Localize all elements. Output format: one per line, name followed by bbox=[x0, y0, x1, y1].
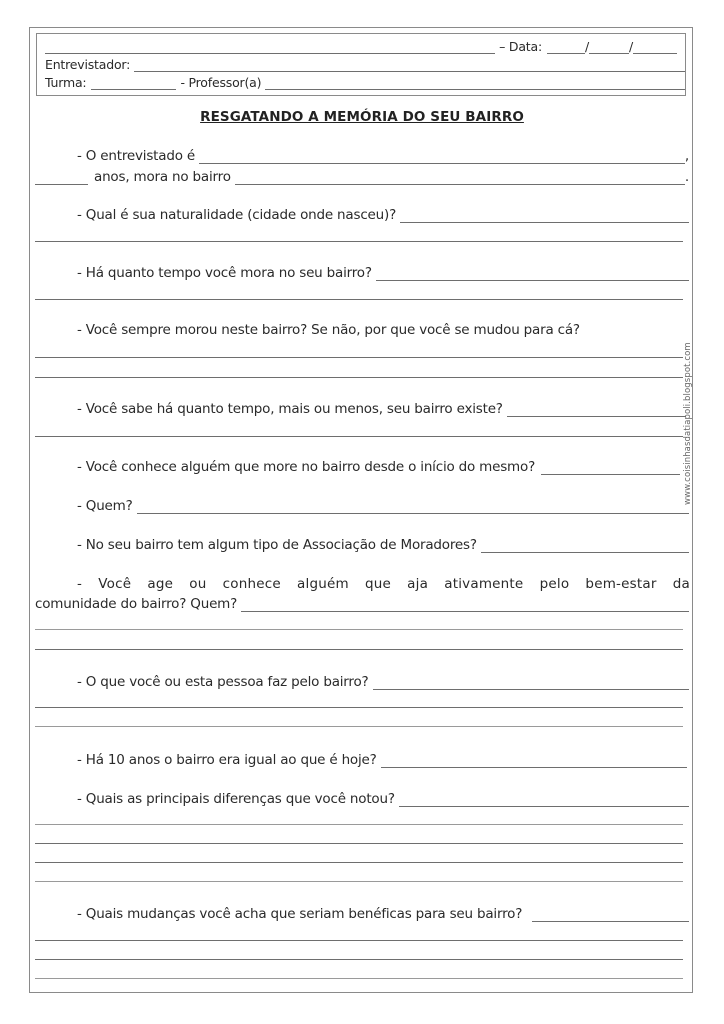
answer-field[interactable] bbox=[373, 677, 689, 690]
answer-line[interactable] bbox=[35, 824, 683, 825]
date-day-field[interactable] bbox=[547, 41, 585, 54]
answer-line[interactable] bbox=[35, 241, 683, 242]
question-text: - Quais as principais diferenças que você notou? bbox=[77, 791, 395, 807]
question-text: - Quem? bbox=[77, 498, 133, 514]
question-birthplace bbox=[77, 207, 689, 223]
date-separator: / bbox=[584, 39, 589, 54]
answer-line[interactable] bbox=[35, 707, 683, 708]
question-text: - Quais mudanças você acha que seriam benéficas para seu bairro? bbox=[77, 906, 523, 922]
student-name-field[interactable] bbox=[45, 41, 495, 54]
question-text: - O entrevistado é bbox=[77, 148, 195, 164]
question-residents-association bbox=[77, 537, 689, 553]
teacher-label: - Professor(a) bbox=[180, 75, 262, 90]
answer-field[interactable] bbox=[241, 599, 689, 612]
class-teacher-row bbox=[45, 76, 685, 90]
answer-line[interactable] bbox=[35, 881, 683, 882]
interviewer-field[interactable] bbox=[134, 59, 685, 72]
question-knows-old-resident bbox=[77, 459, 680, 475]
answer-field[interactable] bbox=[137, 501, 689, 514]
question-interviewee bbox=[77, 148, 689, 164]
answer-field[interactable] bbox=[507, 404, 686, 417]
answer-line[interactable] bbox=[35, 978, 683, 979]
question-community-wellbeing bbox=[35, 576, 690, 592]
answer-field[interactable] bbox=[400, 210, 689, 223]
answer-field[interactable] bbox=[381, 755, 687, 768]
class-label: Turma: bbox=[45, 75, 87, 90]
name-date-row bbox=[45, 40, 677, 54]
answer-line[interactable] bbox=[35, 649, 683, 650]
question-text: - Você sabe há quanto tempo, mais ou menos, seu bairro existe? bbox=[77, 401, 503, 417]
answer-line[interactable] bbox=[35, 377, 683, 378]
question-age-neighborhood bbox=[35, 169, 689, 185]
question-text: - Você sempre morou neste bairro? Se não, por que você se mudou para cá? bbox=[77, 322, 580, 338]
question-text: - Há 10 anos o bairro era igual ao que é hoje? bbox=[77, 752, 377, 768]
question-beneficial-changes bbox=[77, 906, 689, 922]
question-time-living bbox=[77, 265, 689, 281]
question-community-who bbox=[35, 596, 689, 612]
age-field[interactable] bbox=[35, 172, 88, 185]
answer-line[interactable] bbox=[35, 959, 683, 960]
question-text: - O que você ou esta pessoa faz pelo bairro? bbox=[77, 674, 369, 690]
question-ten-years-ago bbox=[77, 752, 687, 768]
question-always-lived bbox=[77, 322, 691, 338]
answer-line[interactable] bbox=[35, 299, 683, 300]
answer-field[interactable] bbox=[541, 462, 680, 475]
question-text: - Há quanto tempo você mora no seu bairro? bbox=[77, 265, 372, 281]
question-text: - Você age ou conhece alguém que aja ativamente pelo bem-estar da bbox=[77, 576, 690, 592]
teacher-field[interactable] bbox=[265, 77, 685, 90]
answer-line[interactable] bbox=[35, 843, 683, 844]
question-neighborhood-age bbox=[77, 401, 686, 417]
interviewee-name-field[interactable] bbox=[199, 151, 685, 164]
answer-field[interactable] bbox=[376, 268, 689, 281]
punctuation: , bbox=[684, 148, 689, 164]
answer-line[interactable] bbox=[35, 436, 683, 437]
question-text: - Você conhece alguém que more no bairro desde o início do mesmo? bbox=[77, 459, 536, 475]
punctuation: . bbox=[684, 169, 689, 185]
interviewer-row bbox=[45, 58, 685, 72]
neighborhood-field[interactable] bbox=[235, 172, 685, 185]
question-who bbox=[77, 498, 689, 514]
answer-field[interactable] bbox=[481, 540, 689, 553]
answer-line[interactable] bbox=[35, 940, 683, 941]
question-text: - Qual é sua naturalidade (cidade onde nasceu)? bbox=[77, 207, 397, 223]
page-title: RESGATANDO A MEMÓRIA DO SEU BAIRRO bbox=[200, 109, 524, 125]
answer-field[interactable] bbox=[532, 909, 689, 922]
answer-line[interactable] bbox=[35, 862, 683, 863]
class-field[interactable] bbox=[91, 77, 176, 90]
question-main-differences bbox=[77, 791, 689, 807]
answer-line[interactable] bbox=[35, 726, 683, 727]
date-month-field[interactable] bbox=[589, 41, 629, 54]
question-text: - No seu bairro tem algum tipo de Associação de Moradores? bbox=[77, 537, 477, 553]
date-year-field[interactable] bbox=[633, 41, 677, 54]
answer-field[interactable] bbox=[399, 794, 689, 807]
date-label: – Data: bbox=[499, 39, 542, 54]
answer-line[interactable] bbox=[35, 357, 683, 358]
question-what-do-for-neighborhood bbox=[77, 674, 689, 690]
date-separator: / bbox=[628, 39, 633, 54]
question-text: anos, mora no bairro bbox=[94, 169, 231, 185]
interviewer-label: Entrevistador: bbox=[45, 57, 131, 72]
watermark-url: www.coisinhasdatiapoli.blogspot.com bbox=[683, 342, 693, 505]
answer-line[interactable] bbox=[35, 629, 683, 630]
question-text: comunidade do bairro? Quem? bbox=[35, 596, 238, 612]
